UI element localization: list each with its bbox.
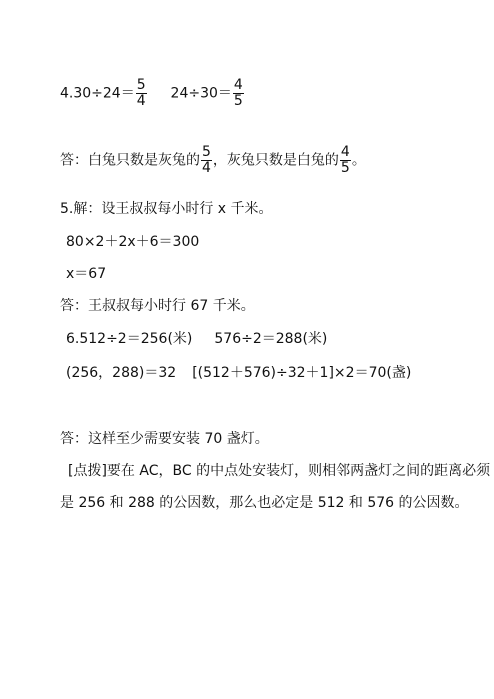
q5-equation-1: 80×2＋2x＋6＝300 — [66, 234, 200, 250]
q4-eq1-fraction — [136, 78, 147, 109]
q6-answer: 答：这样至少需要安装 70 盏灯。 — [60, 431, 269, 447]
q5-intro: 5.解：设王叔叔每小时行 x 千米。 — [60, 201, 273, 217]
q4-answer — [60, 145, 366, 176]
q4-equations — [60, 78, 245, 109]
q4-answer-part1: 答：白兔只数是灰兔的 — [60, 152, 200, 169]
q4-eq1-left: 4.30÷24＝ — [60, 85, 135, 102]
q5-equation-2: x＝67 — [66, 266, 107, 282]
q6-line-2 — [66, 364, 411, 382]
q4-answer-frac2-numerator: 4 — [340, 144, 350, 160]
q4-answer-frac1-numerator: 5 — [202, 144, 211, 160]
q4-eq2-numerator: 4 — [233, 77, 243, 93]
q6-line2-part-b: [(512＋576)÷32＋1]×2＝70(盏) — [192, 365, 412, 381]
q4-answer-frac1-denominator: 4 — [202, 160, 211, 176]
q6-line2-part-a: (256，288)＝32 — [66, 365, 177, 381]
q6-line1-part-b: 576÷2＝288(米) — [214, 331, 328, 347]
q4-answer-part2: ，灰兔只数是白兔的 — [212, 152, 339, 169]
q4-answer-fraction2 — [340, 145, 351, 176]
q5-answer: 答：王叔叔每小时行 67 千米。 — [60, 298, 255, 314]
q4-eq1-denominator: 4 — [136, 93, 146, 109]
q6-line-1 — [66, 330, 327, 348]
q4-eq2-denominator: 5 — [233, 93, 243, 109]
q4-answer-frac2-denominator: 5 — [340, 160, 350, 176]
q4-eq2-left: 24÷30＝ — [170, 85, 232, 102]
q6-hint-paragraph: [点拨]要在 AC，BC 的中点处安装灯，则相邻两盏灯之间的距离必须是 256 和 288 的公因数，那么也必定是 512 和 576 的公因数。 — [60, 463, 491, 511]
q6-line1-part-a: 6.512÷2＝256(米) — [66, 331, 193, 347]
q4-eq1-numerator: 5 — [136, 77, 146, 93]
q4-answer-fraction1 — [201, 145, 212, 176]
q4-answer-part3: 。 — [351, 152, 366, 169]
q4-eq2-fraction — [233, 78, 244, 109]
